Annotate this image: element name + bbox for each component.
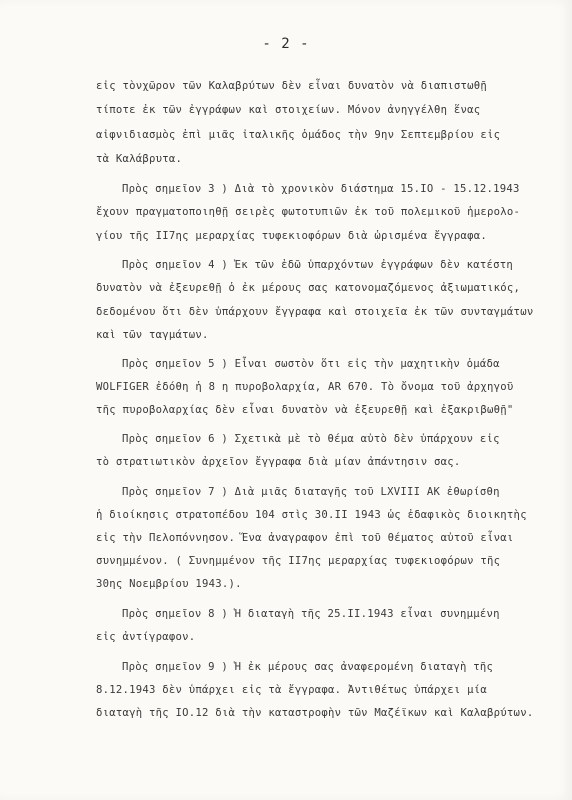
text-line: WOLFIGER ἐδόθη ἡ 8 η πυροβολαρχία, AR 670. Τὸ ὄνομα τοῦ ἀρχηγοῦ (96, 381, 514, 393)
text-line: εἰς ἀντίγραφον. (96, 631, 196, 643)
page-number: - 2 - (262, 36, 310, 52)
text-line: διαταγὴ τῆς IO.12 διὰ τὴν καταστροφὴν τῶν Μαζέϊκων καὶ Καλαβρύτων. (96, 707, 534, 719)
text-line: ἡ διοίκησις στρατοπέδου 104 στὶς 30.II 1943 ὡς ἐδαφικὸς διοικητὴς (96, 509, 527, 521)
text-line: τὰ Καλάβρυτα. (96, 153, 183, 165)
text-line: Πρὸς σημεῖον 3 ) Διὰ τὸ χρονικὸν διάστημα 15.IO - 15.12.1943 (122, 183, 520, 195)
text-line: γίου τῆς II7ης μεραρχίας τυφεκιοφόρων διὰ ὡρισμένα ἔγγραφα. (96, 230, 488, 242)
text-line: τίποτε ἐκ τῶν ἐγγράφων καὶ στοιχείων. Μόνον ἀνηγγέλθη ἕνας (96, 104, 481, 116)
text-line: Πρὸς σημεῖον 8 ) Ἡ διαταγὴ τῆς 25.II.1943 εἶναι συνημμένη (122, 608, 500, 620)
text-line: συνημμένον. ( Συνημμένον τῆς II7ης μεραρχίας τυφεκιοφόρων τῆς (96, 555, 501, 567)
text-line: Πρὸς σημεῖον 6 ) Σχετικὰ μὲ τὸ θέμα αὐτὸ δὲν ὑπάρχουν εἰς (122, 433, 500, 445)
text-line: Πρὸς σημεῖον 4 ) Ἐκ τῶν ἐδῶ ὑπαρχόντων ἐγγράφων δὲν κατέστη (122, 259, 514, 271)
text-line: καὶ τῶν ταγμάτων. (96, 329, 209, 341)
text-line: Πρὸς σημεῖον 7 ) Διὰ μιᾶς διαταγῆς τοῦ LXVIII AK ἐθωρίσθη (122, 486, 500, 498)
text-line: δυνατὸν νὰ ἐξευρεθῇ ὁ ἐκ μέρους σας κατονομαζόμενος ἀξιωματικός, (96, 282, 521, 294)
text-line: τῆς πυροβολαρχίας δὲν εἶναι δυνατὸν νὰ ἐξευρεθῇ καὶ ἐξακριβωθῇ" (96, 404, 514, 416)
text-line: Πρὸς σημεῖον 5 ) Εἶναι σωστὸν ὅτι εἰς τὴν μαχητικὴν ὁμάδα (122, 358, 500, 370)
text-line: 30ης Νοεμβρίου 1943.). (96, 578, 242, 590)
text-line: δεδομένου ὅτι δὲν ὑπάρχουν ἔγγραφα καὶ στοιχεῖα ἐκ τῶν συνταγμάτων (96, 306, 534, 318)
text-line: 8.12.1943 δὲν ὑπάρχει εἰς τὰ ἔγγραφα. Ἀντιθέτως ὑπάρχει μία (96, 684, 488, 696)
text-line: ἔχουν πραγματοποιηθῇ σειρὲς φωτοτυπιῶν ἐκ τοῦ πολεμικοῦ ἡμερολο- (96, 206, 521, 218)
text-line: εἰς τὸνχῶρον τῶν Καλαβρύτων δὲν εἶναι δυνατὸν νὰ διαπιστωθῇ (96, 80, 488, 92)
text-line: τὸ στρατιωτικὸν ἀρχεῖον ἔγγραφα διὰ μίαν ἀπάντησιν σας. (96, 456, 461, 468)
text-line: αἰφνιδιασμὸς ἐπὶ μιᾶς ἰταλικῆς ὁμάδος τὴν 9ην Σεπτεμβρίου εἰς (96, 129, 501, 141)
text-line: Πρὸς σημεῖον 9 ) Ἡ ἐκ μέρους σας ἀναφερομένη διαταγὴ τῆς (122, 661, 494, 673)
text-line: εἰς τὴν Πελοπόννησον. Ἕνα ἀναγραφον ἐπὶ τοῦ θέματος αὐτοῦ εἶναι (96, 532, 514, 544)
